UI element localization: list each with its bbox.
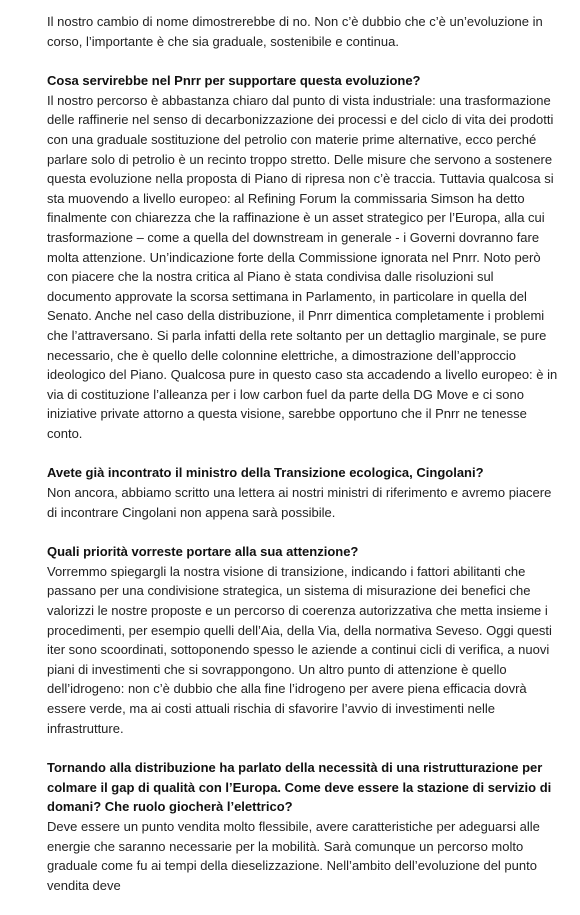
question-heading: Cosa servirebbe nel Pnrr per supportare questa evoluzione? <box>47 73 421 89</box>
intro-block <box>47 12 559 51</box>
intro-paragraph: Il nostro cambio di nome dimostrerebbe di no. Non c’è dubbio che c’è un’evoluzione in corso, l’importante è che sia graduale, sostenibile e continua. <box>47 14 543 49</box>
qa-block-cingolani <box>47 463 559 522</box>
question-heading: Quali priorità vorreste portare alla sua attenzione? <box>47 544 359 560</box>
answer-paragraph: Il nostro percorso è abbastanza chiaro dal punto di vista industriale: una trasformazione delle raffinerie nel senso di decarbonizzazione dei processi e del ciclo di vita dei prodotti con una graduale sostituzione del petrolio con materie prime alternative, ecco perché parlare solo di petrolio è un recinto troppo stretto. Delle misure che servono a sostenere questa evoluzione nella proposta di Piano di ripresa non c’è traccia. Tuttavia qualcosa si sta muovendo a livello europeo: al Refining Forum la commissaria Simson ha detto finalmente con chiarezza che la raffinazione è un asset strategico per l’Europa, alla cui trasformazione – come a quella del downstream in generale - i Governi dovranno fare molta attenzione. Un’indicazione forte della Commissione ignorata nel Pnrr. Noto però con piacere che la nostra critica al Piano è stata condivisa dalle risoluzioni sul documento approvate la scorsa settimana in Parlamento, in particolare in quella del Senato. Anche nel caso della distribuzione, il Pnrr dimentica completamente i problemi che l’attraversano. Si parla infatti della rete soltanto per un dettaglio marginale, se pure necessario, che è quello delle colonnine elettriche, a dimostrazione dell’approccio ideologico del Piano. Qualcosa pure in questo caso sta accadendo a livello europeo: è in via di costituzione l’alleanza per i low carbon fuel da parte della DG Move e ci sono iniziative private attorno a questa visione, sarebbe opportuno che il Pnrr ne tenesse conto. <box>47 92 558 441</box>
answer-paragraph: Non ancora, abbiamo scritto una lettera ai nostri ministri di riferimento e avremo piacere di incontrare Cingolani non appena sarà possibile. <box>47 485 552 520</box>
article-body <box>47 12 559 915</box>
answer-paragraph: Vorremmo spiegargli la nostra visione di transizione, indicando i fattori abilitanti che passano per una condivisione strategica, un sistema di misurazione dei benefici che valorizzi le nostre proposte e un percorso di coerenza autorizzativa che metta insieme i procedimenti, per esempio quelli dell’Aia, della Via, della normativa Seveso. Oggi questi iter sono scoordinati, sottoponendo spesso le aziende a continui cicli di verifica, a nuovi piani di investimenti che si sovrappongono. Un altro punto di attenzione è quello dell’idrogeno: non c’è dubbio che alla fine l’idrogeno per avere piena efficacia dovrà essere verde, ma ai costi attuali rischia di sfavorire l’avvio di investimenti nelle infrastrutture. <box>47 563 552 736</box>
answer-paragraph: Deve essere un punto vendita molto flessibile, avere caratteristiche per adeguarsi alle energie che saranno necessarie per la mobilità. Sarà comunque un percorso molto graduale come fu ai tempi della dieselizzazione. Nell’ambito dell’evoluzione del punto vendita deve <box>47 818 540 893</box>
qa-block-pnrr <box>47 71 559 443</box>
qa-block-priorities <box>47 542 559 738</box>
qa-block-distribution <box>47 758 559 895</box>
question-heading: Tornando alla distribuzione ha parlato della necessità di una ristrutturazione per colmare il gap di qualità con l’Europa. Come deve essere la stazione di servizio di domani? Che ruolo giocherà l’elettrico? <box>47 760 552 815</box>
question-heading: Avete già incontrato il ministro della Transizione ecologica, Cingolani? <box>47 465 484 481</box>
